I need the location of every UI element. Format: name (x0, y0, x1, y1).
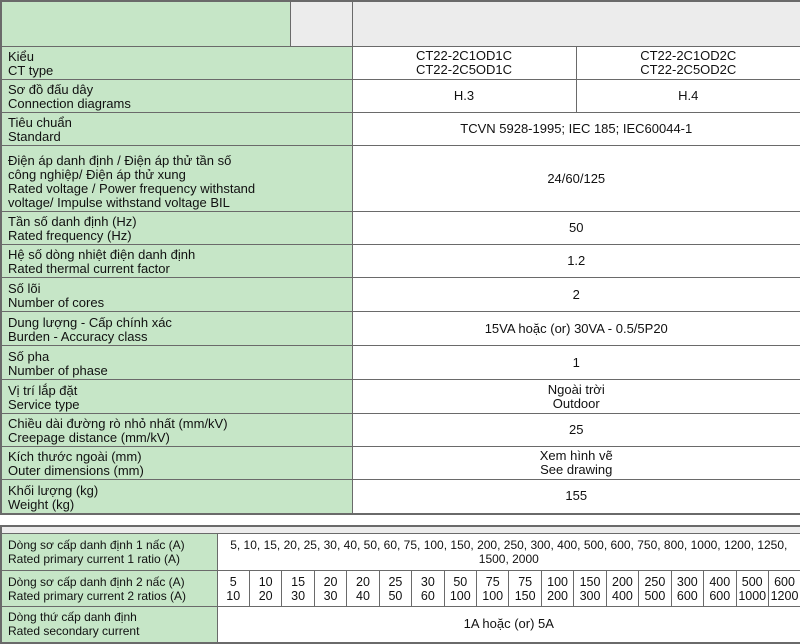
ratio-pair (347, 571, 379, 607)
ratio-low: 500 (741, 574, 763, 589)
ratio-pair (477, 571, 509, 607)
ratio-pair (541, 571, 573, 607)
spec-value-text: 25 (569, 422, 584, 437)
ratio-high: 20 (258, 588, 273, 603)
spec-value (352, 346, 800, 380)
spec-row (1, 278, 800, 312)
spacer-cell (1, 526, 800, 534)
spec-value (352, 113, 800, 146)
spec-value-text: CT22-2C5OD2C (640, 62, 737, 77)
spec-value-text: CT22-2C1OD1C (415, 48, 513, 63)
ratio-low: 15 (291, 574, 306, 589)
two-ratios-row (1, 571, 800, 607)
ratio-low: 250 (644, 574, 666, 589)
spec-row (1, 245, 800, 278)
ratio-low: 10 (258, 574, 273, 589)
ratio-low: 75 (518, 574, 533, 589)
one-ratio-values: 5, 10, 15, 20, 25, 30, 40, 50, 60, 75, 100, 150, 200, 250, 300, 400, 500, 600, 750, 800, 1000, 1200, 1250, 1500, 2000 (217, 534, 800, 571)
spec-value-text: Xem hình vẽ (539, 448, 613, 463)
spec-value-text: 1.2 (567, 253, 586, 268)
spec-label (1, 380, 352, 414)
ratio-high: 200 (547, 588, 569, 603)
spec-row (1, 146, 800, 212)
current-label (1, 571, 217, 607)
ratio-pair (444, 571, 476, 607)
spec-value (352, 47, 576, 80)
spec-label (1, 146, 352, 212)
spec-value-text: H.4 (678, 88, 699, 103)
label-english: Rated primary current 1 ratio (A) (8, 552, 181, 566)
spec-label (1, 47, 352, 80)
spec-row (1, 113, 800, 146)
current-spacer-row (1, 526, 800, 534)
ratio-high: 1200 (770, 588, 799, 603)
label-english: Rated secondary current (8, 624, 140, 639)
spec-row (1, 414, 800, 447)
header-cell-spacer (290, 1, 352, 47)
label-vietnamese: Số lõi (8, 281, 41, 296)
ratio-high: 10 (226, 588, 241, 603)
label-english: Creepage distance (mm/kV) (8, 430, 170, 445)
label-english: Number of phase (8, 363, 108, 378)
rated-current-table (0, 525, 800, 644)
label-vietnamese: Dòng sơ cấp danh định 1 nấc (A) (8, 538, 185, 552)
spec-row (1, 380, 800, 414)
ratio-high: 150 (514, 588, 536, 603)
ratio-pair (412, 571, 444, 607)
ratio-low: 150 (579, 574, 601, 589)
spec-value-text: CT22-2C1OD2C (640, 48, 737, 63)
spec-label (1, 113, 352, 146)
spec-value-text: 50 (569, 220, 584, 235)
spec-value-text: H.3 (453, 88, 475, 103)
ratio-low: 30 (420, 574, 435, 589)
spec-label (1, 80, 352, 113)
spec-value (352, 146, 800, 212)
ratio-pair (671, 571, 703, 607)
secondary-row (1, 607, 800, 643)
ratio-low: 100 (547, 574, 569, 589)
spec-row (1, 80, 800, 113)
label-vietnamese: Số pha (8, 349, 50, 364)
ratio-high: 100 (482, 588, 504, 603)
spec-value (352, 480, 800, 514)
ratio-high: 1000 (738, 588, 767, 603)
label-vietnamese: Hệ số dòng nhiệt điện danh định (8, 247, 196, 262)
ratio-high: 40 (356, 588, 370, 603)
spec-row (1, 47, 800, 80)
ratio-high: 600 (709, 588, 731, 603)
ratio-high: 500 (644, 588, 666, 603)
ratio-pair (314, 571, 346, 607)
spec-value (352, 212, 800, 245)
spec-label (1, 212, 352, 245)
ratio-low: 5 (229, 574, 237, 589)
spec-label (1, 480, 352, 514)
spec-value (352, 312, 800, 346)
spec-row (1, 447, 800, 480)
ratio-pair (704, 571, 736, 607)
label-vietnamese: Dòng thứ cấp danh định (8, 610, 137, 625)
ratio-high: 30 (291, 588, 306, 603)
ratio-low: 50 (453, 574, 468, 589)
label-vietnamese: Sơ đồ đấu dây (8, 82, 94, 97)
label-english: voltage/ Impulse withstand voltage BIL (8, 195, 230, 210)
label-vietnamese: Dòng sơ cấp danh định 2 nấc (A) (8, 574, 185, 589)
spec-value (352, 414, 800, 447)
label-english: Rated voltage / Power frequency withstand (8, 181, 256, 196)
label-english: Service type (8, 397, 80, 412)
spec-label (1, 346, 352, 380)
spec-header-row (1, 1, 800, 47)
label-vietnamese: Kích thước ngoài (mm) (8, 449, 142, 464)
label-vietnamese: Điện áp danh định / Điện áp thử tần số (8, 153, 232, 168)
spec-value (576, 47, 800, 80)
header-cell-values (352, 1, 800, 47)
ratio-low: 20 (323, 574, 338, 589)
ratio-low: 300 (676, 574, 698, 589)
spec-row (1, 346, 800, 380)
spec-value (352, 447, 800, 480)
spec-value-text: Outdoor (552, 395, 600, 411)
one-ratio-row (1, 534, 800, 571)
ratio-high: 400 (612, 588, 633, 603)
ratio-pair (639, 571, 671, 607)
label-vietnamese: Chiều dài đường rò nhỏ nhất (mm/kV) (8, 416, 228, 431)
header-cell-label (1, 1, 290, 47)
ratio-pair (282, 571, 314, 607)
ratio-high: 600 (676, 588, 698, 603)
ratio-high: 60 (420, 588, 435, 603)
ratio-pair (509, 571, 541, 607)
spec-row (1, 212, 800, 245)
spec-label (1, 447, 352, 480)
current-label (1, 534, 217, 571)
spec-value-text: See drawing (540, 462, 613, 477)
label-vietnamese: Tiêu chuẩn (8, 115, 72, 130)
ratio-high: 300 (579, 588, 601, 603)
label-english: Weight (kg) (8, 496, 75, 512)
spec-value (576, 80, 800, 113)
ratio-low: 400 (709, 574, 731, 589)
label-vietnamese: Dung lượng - Cấp chính xác (8, 315, 172, 330)
spec-value-text: CT22-2C5OD1C (415, 62, 513, 77)
ratio-pair (574, 571, 606, 607)
spec-label (1, 414, 352, 447)
ratio-pair (768, 571, 800, 607)
label-vietnamese: Khối lượng (kg) (8, 482, 99, 498)
spec-row (1, 480, 800, 514)
label-vietnamese: Kiểu (8, 49, 35, 64)
spec-value (352, 80, 576, 113)
label-english: Connection diagrams (8, 96, 131, 111)
spec-value-text: Ngoài trời (547, 381, 605, 397)
ratio-high: 50 (388, 588, 403, 603)
ratio-low: 200 (612, 574, 633, 589)
spec-label (1, 312, 352, 346)
label-vietnamese: công nghiệp/ Điện áp thử xung (8, 167, 186, 182)
label-english: Rated frequency (Hz) (8, 228, 132, 243)
ratio-low: 75 (485, 574, 500, 589)
ratio-high: 30 (323, 588, 338, 603)
spec-value-text: TCVN 5928-1995; IEC 185; IEC60044-1 (460, 121, 693, 136)
label-english: Rated thermal current factor (8, 261, 170, 276)
current-label (1, 607, 217, 643)
spec-value (352, 278, 800, 312)
label-english: Outer dimensions (mm) (8, 463, 144, 478)
ratio-low: 20 (356, 574, 370, 589)
spec-value-text: 1 (572, 354, 580, 370)
label-english: Number of cores (8, 295, 105, 310)
label-vietnamese: Vị trí lắp đặt (8, 383, 78, 398)
label-english: Burden - Accuracy class (8, 329, 148, 344)
secondary-value: 1A hoặc (or) 5A (217, 607, 800, 643)
spec-row (1, 312, 800, 346)
ratio-pair (379, 571, 411, 607)
spec-value-text: 15VA hoặc (or) 30VA - 0.5/5P20 (484, 320, 668, 336)
label-vietnamese: Tần số danh định (Hz) (8, 214, 137, 229)
label-english: Standard (8, 129, 61, 144)
ratio-low: 25 (388, 574, 403, 589)
spec-value (352, 380, 800, 414)
label-english: CT type (8, 63, 54, 78)
spec-value-text: 24/60/125 (547, 170, 606, 186)
ratio-pair (736, 571, 768, 607)
label-english: Rated primary current 2 ratios (A) (8, 588, 187, 603)
spec-value (352, 245, 800, 278)
spec-value-text: 155 (565, 488, 588, 504)
spec-label (1, 278, 352, 312)
spec-value-text: 2 (572, 286, 580, 302)
ratio-high: 100 (449, 588, 471, 603)
ratio-low: 600 (774, 574, 795, 589)
ratio-pair (217, 571, 249, 607)
ratio-pair (606, 571, 638, 607)
ratio-pair (249, 571, 281, 607)
spec-label (1, 245, 352, 278)
